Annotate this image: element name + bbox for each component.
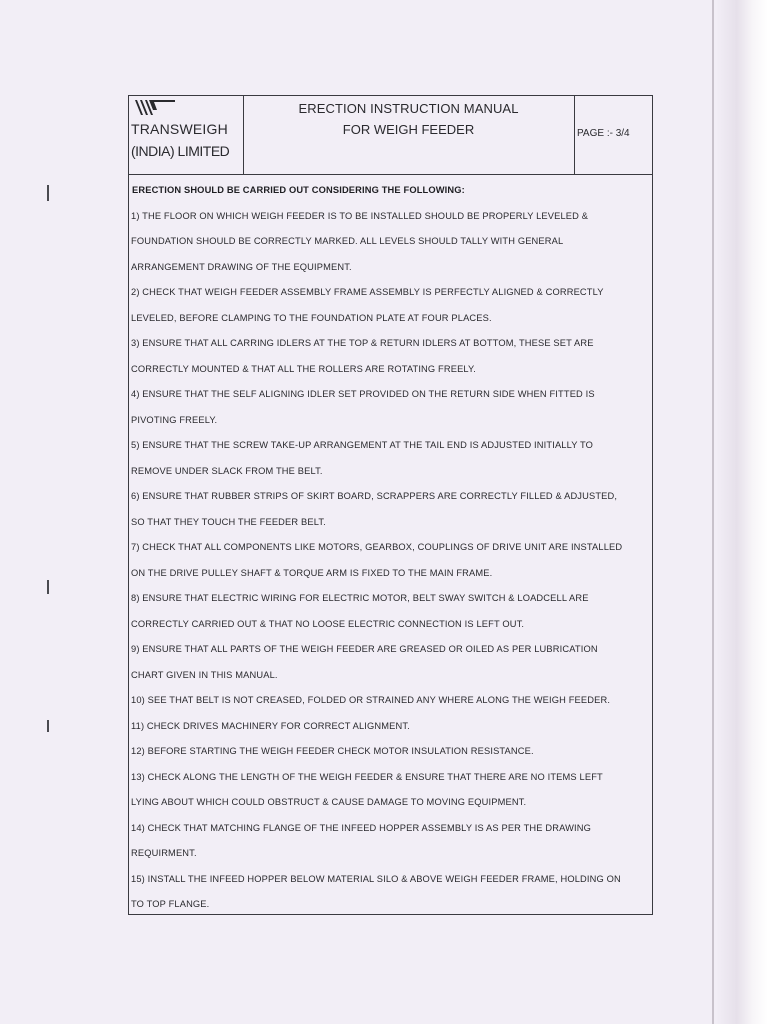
instruction-line: 5) ENSURE THAT THE SCREW TAKE-UP ARRANGEMENT AT THE TAIL END IS ADJUSTED INITIALLY TO [131,440,594,450]
logo-cell [129,96,244,174]
company-subtitle: (INDIA) LIMITED [131,143,230,159]
instruction-line: ON THE DRIVE PULLEY SHAFT & TORQUE ARM IS FIXED TO THE MAIN FRAME. [131,567,493,578]
binder-mark [47,580,49,594]
company-name: TRANSWEIGH [131,121,228,137]
instruction-line: 9) ENSURE THAT ALL PARTS OF THE WEIGH FEEDER ARE GREASED OR OILED AS PER LUBRICATION [131,644,598,654]
document-header [129,96,652,175]
page-cell [574,96,652,174]
instruction-body [129,174,652,918]
intro-heading: ERECTION SHOULD BE CARRIED OUT CONSIDERING THE FOLLOWING: [132,185,465,195]
page-number: PAGE :- 3/4 [577,128,630,139]
company-logo-icon [135,99,175,117]
instruction-line: 15) INSTALL THE INFEED HOPPER BELOW MATERIAL SILO & ABOVE WEIGH FEEDER FRAME, HOLDING ON [131,873,621,884]
instruction-line: ARRANGEMENT DRAWING OF THE EQUIPMENT. [131,261,352,272]
instruction-line: REQUIRMENT. [131,848,197,858]
instruction-line: TO TOP FLANGE. [131,899,210,909]
instruction-line: 2) CHECK THAT WEIGH FEEDER ASSEMBLY FRAME ASSEMBLY IS PERFECTLY ALIGNED & CORRECTLY [131,287,604,297]
instruction-line: 14) CHECK THAT MATCHING FLANGE OF THE INFEED HOPPER ASSEMBLY IS AS PER THE DRAWING [131,822,592,833]
instruction-line: SO THAT THEY TOUCH THE FEEDER BELT. [131,516,326,527]
instruction-line: 1) THE FLOOR ON WHICH WEIGH FEEDER IS TO BE INSTALLED SHOULD BE PROPERLY LEVELED & [131,210,589,221]
instruction-line: CORRECTLY CARRIED OUT & THAT NO LOOSE ELECTRIC CONNECTION IS LEFT OUT. [131,618,525,629]
document-frame [128,95,653,915]
instruction-line: FOUNDATION SHOULD BE CORRECTLY MARKED. ALL LEVELS SHOULD TALLY WITH GENERAL [131,236,564,246]
title-cell [243,96,575,174]
document-title: ERECTION INSTRUCTION MANUAL [298,101,519,116]
instruction-line: CORRECTLY MOUNTED & THAT ALL THE ROLLERS ARE ROTATING FREELY. [131,363,476,374]
instruction-line: LYING ABOUT WHICH COULD OBSTRUCT & CAUSE DAMAGE TO MOVING EQUIPMENT. [131,797,527,807]
instruction-line: 12) BEFORE STARTING THE WEIGH FEEDER CHECK MOTOR INSULATION RESISTANCE. [131,746,534,756]
scan-edge-line [712,0,714,1024]
binder-mark [47,720,49,732]
instruction-line: 4) ENSURE THAT THE SELF ALIGNING IDLER SET PROVIDED ON THE RETURN SIDE WHEN FITTED IS [131,389,595,399]
instruction-line: CHART GIVEN IN THIS MANUAL. [131,669,278,680]
instruction-line: 8) ENSURE THAT ELECTRIC WIRING FOR ELECTRIC MOTOR, BELT SWAY SWITCH & LOADCELL ARE [131,593,589,603]
instruction-line: PIVOTING FREELY. [131,414,218,425]
instruction-line: 10) SEE THAT BELT IS NOT CREASED, FOLDED OR STRAINED ANY WHERE ALONG THE WEIGH FEEDER. [131,695,611,705]
document-subtitle: FOR WEIGH FEEDER [342,122,475,137]
instruction-line: 7) CHECK THAT ALL COMPONENTS LIKE MOTORS, GEARBOX, COUPLINGS OF DRIVE UNIT ARE INSTALLED [131,542,623,552]
instruction-line: LEVELED, BEFORE CLAMPING TO THE FOUNDATION PLATE AT FOUR PLACES. [131,312,492,323]
instruction-line: 13) CHECK ALONG THE LENGTH OF THE WEIGH FEEDER & ENSURE THAT THERE ARE NO ITEMS LEFT [131,771,603,782]
instruction-line: 11) CHECK DRIVES MACHINERY FOR CORRECT ALIGNMENT. [131,720,410,731]
scan-edge-shadow [716,0,768,1024]
binder-mark [47,185,49,201]
instruction-line: 6) ENSURE THAT RUBBER STRIPS OF SKIRT BOARD, SCRAPPERS ARE CORRECTLY FILLED & ADJUSTED, [131,491,618,501]
instruction-list [129,204,652,918]
instruction-line: REMOVE UNDER SLACK FROM THE BELT. [131,465,323,476]
instruction-line: 3) ENSURE THAT ALL CARRING IDLERS AT THE TOP & RETURN IDLERS AT BOTTOM, THESE SET ARE [131,338,594,348]
